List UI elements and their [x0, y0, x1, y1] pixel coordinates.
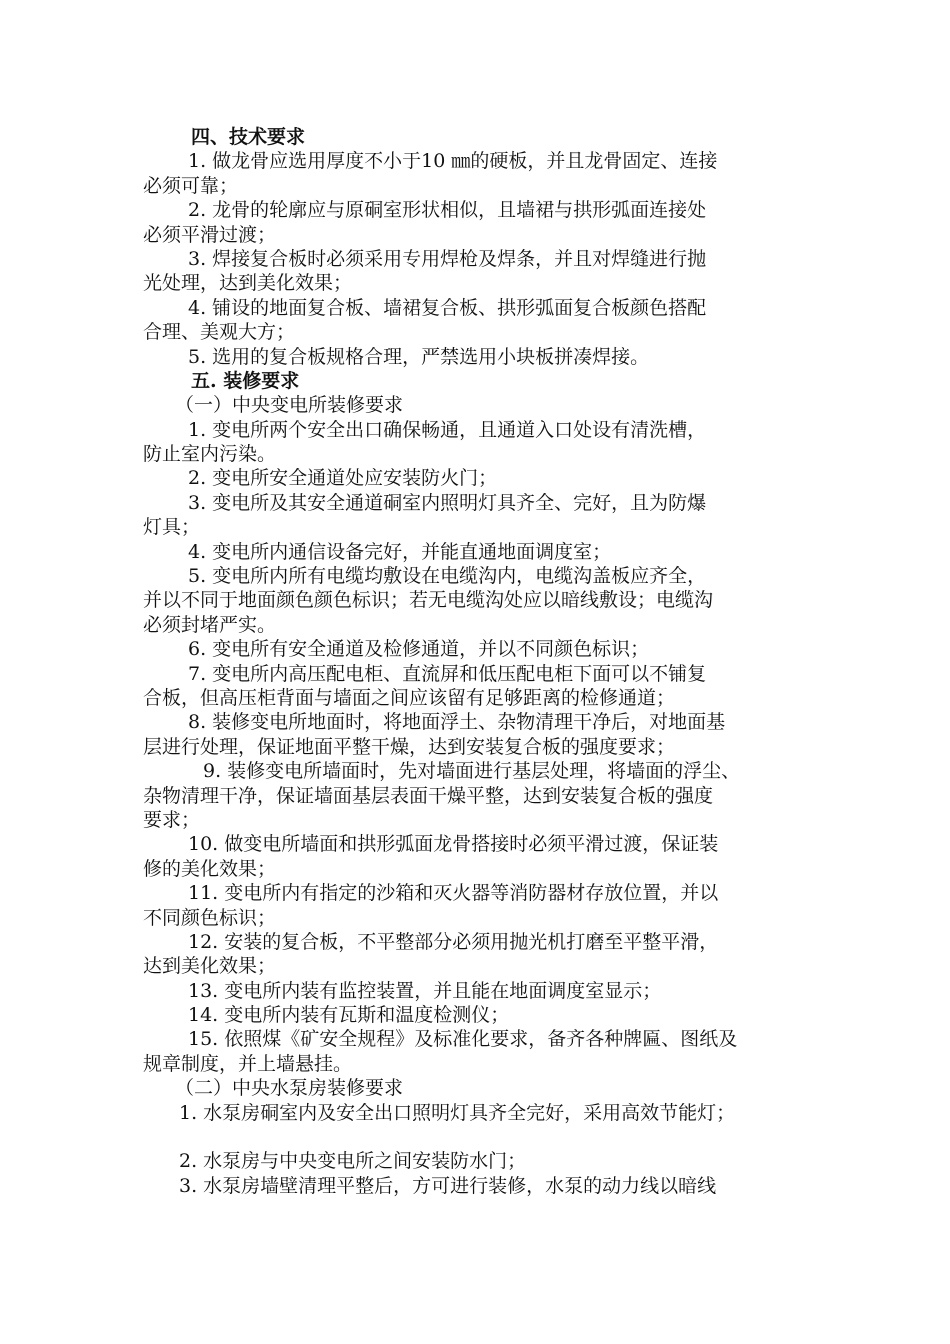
sec4-line-6: 光处理，达到美化效果；: [143, 272, 353, 295]
sub1-line-9: 必须封堵严实。: [143, 613, 277, 636]
sec4-line-1: 1. 做龙骨应选用厚度不小于10 ㎜的硬板，并且龙骨固定、连接: [188, 150, 718, 173]
sub1-line-14: 层进行处理，保证地面平整干燥，达到安装复合板的强度要求；: [143, 735, 676, 758]
sub1-line-5: 灯具；: [143, 516, 201, 539]
sub1-line-24: 13. 变电所内装有监控装置，并且能在地面调度室显示；: [188, 979, 662, 1002]
sub1-line-7: 5. 变电所内所有电缆均敷设在电缆沟内，电缆沟盖板应齐全，: [188, 565, 707, 588]
sub2-line-3: 3. 水泵房墙壁清理平整后，方可进行装修，水泵的动力线以暗线: [179, 1174, 717, 1197]
sub1-line-8: 并以不同于地面颜色颜色标识；若无电缆沟处应以暗线敷设；电缆沟: [143, 589, 714, 612]
sec4-line-9: 5. 选用的复合板规格合理，严禁选用小块板拼凑焊接。: [188, 345, 650, 368]
subsection-2-heading: （二）中央水泵房装修要求: [175, 1077, 404, 1100]
sec4-line-3: 2. 龙骨的轮廓应与原硐室形状相似，且墙裙与拱形弧面连接处: [188, 199, 707, 222]
sub1-line-23: 达到美化效果；: [143, 955, 277, 978]
document-body: [143, 125, 811, 1198]
sub1-line-3: 2. 变电所安全通道处应安装防火门；: [188, 467, 498, 490]
sub1-line-25: 14. 变电所内装有瓦斯和温度检测仪；: [188, 1004, 510, 1027]
sub1-line-17: 要求；: [143, 808, 201, 831]
sub1-line-4: 3. 变电所及其安全通道硐室内照明灯具齐全、完好，且为防爆: [188, 491, 707, 514]
sub1-line-26: 15. 依照煤《矿安全规程》及标准化要求，备齐各种牌匾、图纸及: [188, 1028, 738, 1051]
sub2-line-2: 2. 水泵房与中央变电所之间安装防水门；: [179, 1150, 527, 1173]
blank-line: [143, 1125, 811, 1149]
sub1-line-18: 10. 做变电所墙面和拱形弧面龙骨搭接时必须平滑过渡，保证装: [188, 833, 719, 856]
sub1-line-19: 修的美化效果；: [143, 857, 277, 880]
sec4-line-8: 合理、美观大方；: [143, 321, 296, 344]
sec4-line-5: 3. 焊接复合板时必须采用专用焊枪及焊条，并且对焊缝进行抛: [188, 247, 707, 270]
sub1-line-11: 7. 变电所内高压配电柜、直流屏和低压配电柜下面可以不铺复: [188, 662, 707, 685]
sub1-line-22: 12. 安装的复合板，不平整部分必须用抛光机打磨至平整平滑，: [188, 930, 719, 953]
sub1-line-15: 9. 装修变电所墙面时，先对墙面进行基层处理，将墙面的浮尘、: [203, 760, 741, 783]
sub1-line-2: 防止室内污染。: [143, 443, 277, 466]
sec4-line-2: 必须可靠；: [143, 174, 239, 197]
sub1-line-1: 1. 变电所两个安全出口确保畅通，且通道入口处设有清洗槽，: [188, 418, 707, 441]
sub1-line-21: 不同颜色标识；: [143, 906, 277, 929]
sub1-line-20: 11. 变电所内有指定的沙箱和灭火器等消防器材存放位置，并以: [188, 882, 719, 905]
sub1-line-12: 合板，但高压柜背面与墙面之间应该留有足够距离的检修通道；: [143, 686, 676, 709]
sub2-line-1: 1. 水泵房硐室内及安全出口照明灯具齐全完好，采用高效节能灯；: [179, 1101, 736, 1124]
section-5-heading: 五. 装修要求: [191, 369, 300, 392]
sub1-line-27: 规章制度，并上墙悬挂。: [143, 1052, 353, 1075]
subsection-1-heading: （一）中央变电所装修要求: [175, 394, 404, 417]
sec4-line-4: 必须平滑过渡；: [143, 223, 277, 246]
section-4-heading: 四、技术要求: [191, 126, 306, 148]
sub1-line-16: 杂物清理干净，保证墙面基层表面干燥平整，达到安装复合板的强度: [143, 784, 714, 807]
sec4-line-7: 4. 铺设的地面复合板、墙裙复合板、拱形弧面复合板颜色搭配: [188, 296, 707, 319]
sub1-line-13: 8. 装修变电所地面时，将地面浮土、杂物清理干净后，对地面基: [188, 711, 726, 734]
sub1-line-10: 6. 变电所有安全通道及检修通道，并以不同颜色标识；: [188, 638, 650, 661]
sub1-line-6: 4. 变电所内通信设备完好，并能直通地面调度室；: [188, 540, 612, 563]
